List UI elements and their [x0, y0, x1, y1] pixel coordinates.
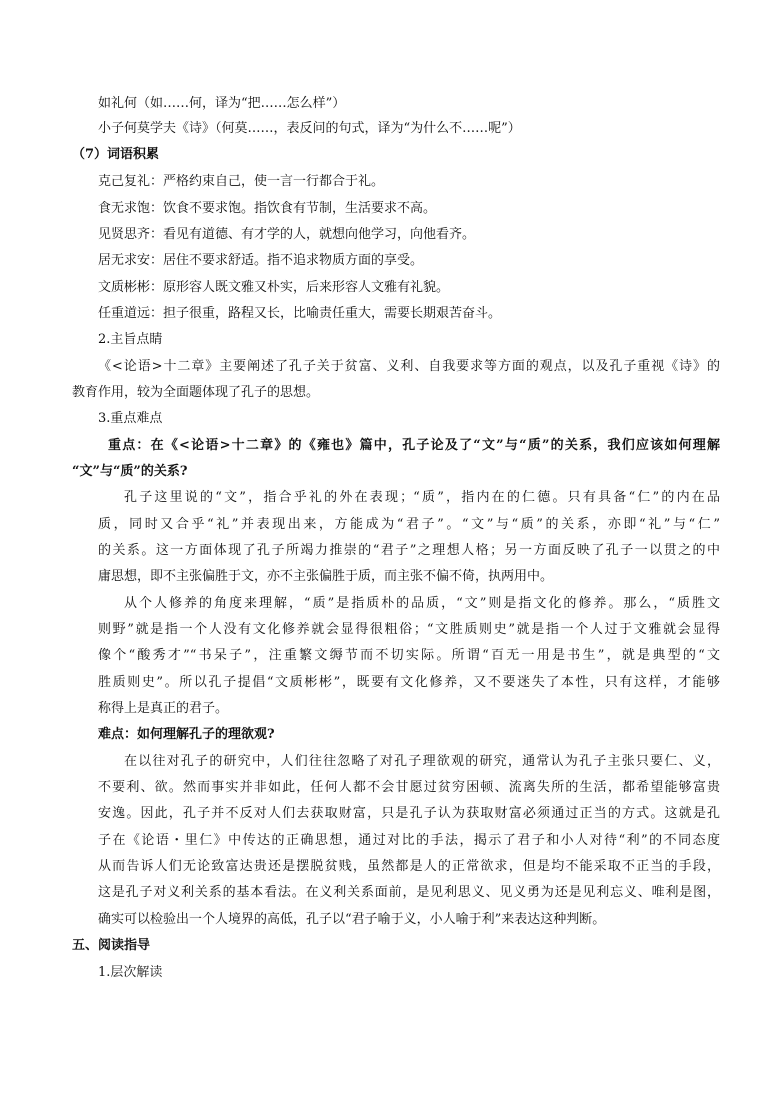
- difficulty-paragraph-line: 子在《论语・里仁》中传达的正确思想，通过对比的手法，揭示了君子和小人对待“利”的不同态度: [98, 833, 720, 848]
- difficulty-paragraph-line: 不要利、欲。然而事实并非如此，任何人都不会甘愿过贫穷困顿、流离失所的生活，都希望能够富贵: [98, 780, 720, 795]
- focus-question: 重点：在《<论语>十二章》的《雍也》篇中，孔子论及了“文”与“质”的关系，我们应该如何理解: [108, 438, 720, 453]
- difficulty-paragraph-line: 安逸。因此，孔子并不反对人们去获取财富，只是孔子认为获取财富必须通过正当的方式。这就是孔: [98, 806, 720, 821]
- difficulty-question: 难点：如何理解孔子的理欲观?: [98, 727, 275, 742]
- note-line: 如礼何（如……何，译为“把……怎么样”）: [98, 96, 346, 111]
- note-line: 小子何莫学夫《诗》（何莫……，表反问的句式，译为“为什么不……呢”）: [98, 121, 521, 136]
- vocab-item: 居无求安：居住不要求舒适。指不追求物质方面的享受。: [98, 253, 424, 268]
- theme-heading: 2.主旨点睛: [98, 332, 163, 347]
- focus-question: “文”与“质”的关系?: [72, 464, 188, 479]
- focus-paragraph-line: 的关系。这一方面体现了孔子所竭力推崇的“君子”之理想人格；另一方面反映了孔子一以贯之的中: [98, 543, 720, 558]
- key-heading: 3.重点难点: [98, 411, 163, 426]
- vocab-item: 食无求饱：饮食不要求饱。指饮食有节制，生活要求不高。: [98, 201, 437, 216]
- vocab-item: 任重道远：担子很重，路程又长，比喻责任重大，需要长期艰苦奋斗。: [98, 306, 502, 321]
- vocab-item: 文质彬彬：原形容人既文雅又朴实，后来形容人文雅有礼貌。: [98, 280, 450, 295]
- section5-subheading: 1.层次解读: [98, 965, 163, 980]
- focus-paragraph-line: 像个“酸秀才”“书呆子”，注重繁文缛节而不切实际。所谓“百无一用是书生”，就是典型的“文: [98, 648, 720, 663]
- focus-paragraph-line: 孔子这里说的“文”，指合乎礼的外在表现；“质”，指内在的仁德。只有具备“仁”的内在品: [124, 490, 720, 505]
- vocab-item: 见贤思齐：看见有道德、有才学的人，就想向他学习，向他看齐。: [98, 227, 476, 242]
- focus-paragraph-line: 庸思想，即不主张偏胜于文，亦不主张偏胜于质，而主张不偏不倚，执两用中。: [98, 569, 554, 584]
- difficulty-paragraph-line: 从而告诉人们无论致富达贵还是摆脱贫贱，虽然都是人的正常欲求，但是均不能采取不正当的手段，: [98, 859, 720, 874]
- focus-paragraph-line: 胜质则史”。所以孔子提倡“文质彬彬”，既要有文化修养，又不要迷失了本性，只有这样，才能够: [98, 675, 720, 690]
- difficulty-paragraph-line: 确实可以检验出一个人境界的高低，孔子以“君子喻于义，小人喻于利”来表达这种判断。: [98, 912, 606, 927]
- section5-heading: 五、阅读指导: [72, 938, 151, 953]
- difficulty-paragraph-line: 这是孔子对义利关系的基本看法。在义利关系面前，是见利思义、见义勇为还是见利忘义、唯利是图，: [98, 885, 720, 900]
- theme-line: 《<论语>十二章》主要阐述了孔子关于贫富、义利、自我要求等方面的观点，以及孔子重视《诗》的: [98, 359, 720, 374]
- focus-paragraph-line: 称得上是真正的君子。: [98, 701, 229, 716]
- vocab-heading: （7）词语积累: [72, 147, 160, 162]
- difficulty-paragraph-line: 在以往对孔子的研究中，人们往往忽略了对孔子理欲观的研究，通常认为孔子主张只要仁、义，: [124, 754, 720, 769]
- theme-line: 教育作用，较为全面题体现了孔子的思想。: [72, 385, 320, 400]
- vocab-item: 克己复礼：严格约束自己，使一言一行都合于礼。: [98, 174, 385, 189]
- focus-paragraph-line: 则野”就是指一个人没有文化修养就会显得很粗俗；“文胜质则史”就是指一个人过于文雅就会显得: [98, 622, 720, 637]
- focus-paragraph-line: 质，同时又合乎“礼”并表现出来，方能成为“君子”。“文”与“质”的关系，亦即“礼”与“仁”: [98, 517, 720, 532]
- focus-paragraph-line: 从个人修养的角度来理解，“质”是指质朴的品质，“文”则是指文化的修养。那么，“质胜文: [124, 596, 720, 611]
